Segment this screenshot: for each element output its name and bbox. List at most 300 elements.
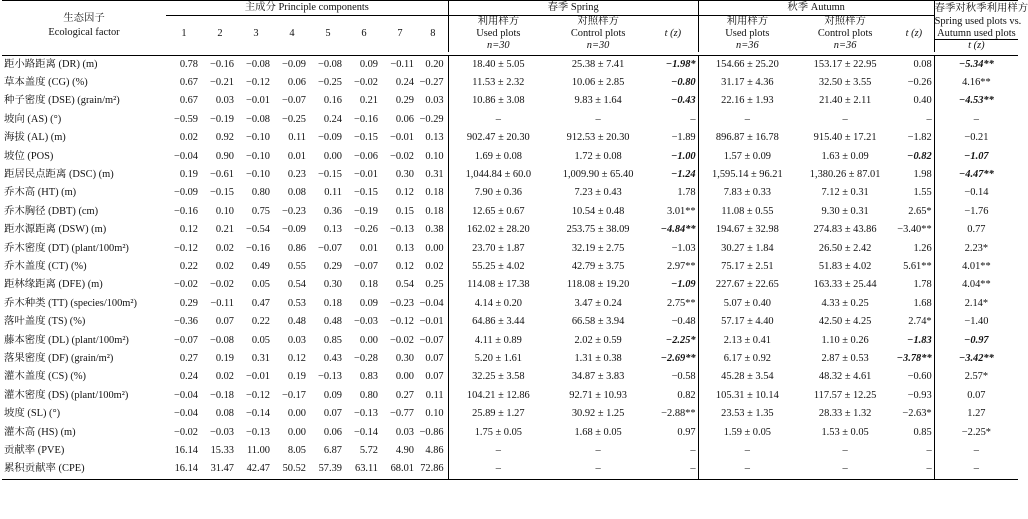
spring-control-value: 25.38 ± 7.41 xyxy=(571,58,625,70)
spring-t-value: −1.03 xyxy=(671,242,696,254)
autumn-t-value: −0.82 xyxy=(907,150,932,162)
pc-loading-5: 57.39 xyxy=(310,460,346,479)
spring-used-cn: 利用样方 xyxy=(448,16,548,28)
pc-loading-5: −0.15 xyxy=(317,168,342,180)
pc-loading-1: −0.36 xyxy=(173,316,198,328)
pc-loading-6: −0.15 xyxy=(353,132,378,144)
spring-control-value: 30.92 ± 1.25 xyxy=(571,408,625,420)
pc-loading-1: 0.78 xyxy=(179,58,198,70)
pc-loading-6: −0.06 xyxy=(353,150,378,162)
autumn-control-cn: 对照样方 xyxy=(824,16,866,27)
compare-t-value: 0.77 xyxy=(934,221,1018,239)
pc-loading-1: −0.12 xyxy=(173,242,198,254)
pc-loading-8: 0.10 xyxy=(425,408,444,420)
compare-t-value: 4.16** xyxy=(934,74,1018,92)
pc-loading-4: 0.53 xyxy=(287,297,306,309)
spring-t-value: 2.97** xyxy=(667,260,696,272)
spring-t-value: – xyxy=(690,445,696,457)
pc-loading-8: 0.18 xyxy=(425,205,444,217)
pca-table xyxy=(2,0,1028,480)
autumn-t-value: −3.78** xyxy=(896,353,932,364)
pc-loading-1: 0.19 xyxy=(179,168,198,180)
pc-num-7: 7 xyxy=(397,28,403,39)
autumn-control-en: Control plots xyxy=(817,27,873,39)
spring-t-value: −1.00 xyxy=(671,150,696,162)
pc-loading-3: 0.47 xyxy=(251,297,270,309)
autumn-used-value: 154.66 ± 25.20 xyxy=(698,55,796,74)
spring-control-value: – xyxy=(595,445,601,457)
spring-control-value: 10.06 ± 2.85 xyxy=(571,76,625,88)
compare-t-value: – xyxy=(934,460,1018,479)
spring-used-value: 12.65 ± 0.67 xyxy=(448,203,548,221)
autumn-t-value: −1.82 xyxy=(907,132,932,144)
factor-cell: 落叶盖度 (TS) (%) xyxy=(4,316,86,328)
autumn-control-value: 153.17 ± 22.95 xyxy=(813,58,877,70)
spring-t-value: −1.24 xyxy=(671,168,696,180)
autumn-control-value: – xyxy=(842,113,848,125)
table-row xyxy=(2,313,1018,331)
pc-header: 主成分 Principle components xyxy=(166,1,448,16)
compare-t-value: 1.27 xyxy=(934,405,1018,423)
pc-loading-7: 0.15 xyxy=(395,205,414,217)
compare-t-value: – xyxy=(934,111,1018,129)
spring-t-value: −0.58 xyxy=(671,371,696,383)
pc-loading-8: 0.11 xyxy=(425,389,444,401)
autumn-used-en: Used plots xyxy=(698,28,796,40)
pc-loading-5: 0.36 xyxy=(323,205,342,217)
pc-loading-8: −0.29 xyxy=(419,113,444,125)
pc-loading-6: −0.07 xyxy=(353,260,378,272)
pc-loading-6: 0.21 xyxy=(359,95,378,107)
spring-t-value: −1.09 xyxy=(671,279,696,291)
table-body xyxy=(2,55,1018,479)
pc-loading-5: −0.08 xyxy=(317,58,342,70)
compare-t-value: −1.07 xyxy=(934,148,1018,166)
spring-t-value: 3.01** xyxy=(667,205,696,217)
pc-loading-4: 0.12 xyxy=(287,353,306,364)
autumn-t-value: −2.63* xyxy=(902,408,932,420)
table-row xyxy=(2,129,1018,147)
pc-loading-3: −0.10 xyxy=(245,150,270,162)
autumn-used-value: 7.83 ± 0.33 xyxy=(698,184,796,202)
pc-loading-1: −0.04 xyxy=(173,389,198,401)
autumn-used-value: 45.28 ± 3.54 xyxy=(698,368,796,386)
compare-t-value: −2.25* xyxy=(934,424,1018,442)
pc-loading-1: 16.14 xyxy=(174,445,198,457)
table-row xyxy=(2,221,1018,239)
table-row xyxy=(2,368,1018,386)
pc-loading-4: −0.09 xyxy=(281,224,306,236)
pc-loading-7: −0.02 xyxy=(389,334,414,346)
pc-loading-8: 4.86 xyxy=(425,445,444,457)
pc-loading-7: 0.13 xyxy=(395,242,414,254)
factor-cell: 乔木盖度 (CT) (%) xyxy=(4,260,87,272)
pc-loading-8: 0.03 xyxy=(425,95,444,107)
pc-loading-6: −0.02 xyxy=(353,76,378,88)
spring-control-value: 34.87 ± 3.83 xyxy=(571,371,625,383)
pc-loading-2: 0.03 xyxy=(215,95,234,107)
autumn-used-value: 194.67 ± 32.98 xyxy=(698,221,796,239)
autumn-used-cn: 利用样方 xyxy=(698,16,796,28)
pc-loading-3: −0.08 xyxy=(245,113,270,125)
autumn-used-value: 6.17 ± 0.92 xyxy=(698,350,796,368)
autumn-control-value: 28.33 ± 1.32 xyxy=(818,408,872,420)
autumn-control-value: 1.63 ± 0.09 xyxy=(821,150,869,162)
autumn-t-value: 1.98 xyxy=(913,168,932,180)
autumn-control-value: 915.40 ± 17.21 xyxy=(813,132,877,144)
compare-t-value: −0.14 xyxy=(934,184,1018,202)
table-row xyxy=(2,92,1018,110)
compare-t-value: −0.21 xyxy=(934,129,1018,147)
autumn-used-value: 31.17 ± 4.36 xyxy=(698,74,796,92)
compare-header-en2: Autumn used plots xyxy=(934,28,1018,40)
pc-loading-1: 16.14 xyxy=(166,460,202,479)
pc-loading-2: −0.61 xyxy=(209,168,234,180)
spring-control-value: 912.53 ± 20.30 xyxy=(566,132,630,144)
pc-loading-1: −0.04 xyxy=(173,408,198,420)
pc-num-2: 2 xyxy=(217,28,223,39)
spring-control-value: 32.19 ± 2.75 xyxy=(571,242,625,254)
pc-loading-5: 0.48 xyxy=(323,316,342,328)
pc-loading-2: 0.92 xyxy=(215,132,234,144)
pc-loading-1: 0.02 xyxy=(179,132,198,144)
pc-loading-6: −0.28 xyxy=(353,353,378,364)
pc-loading-7: −0.12 xyxy=(389,316,414,328)
compare-t-value: −4.53** xyxy=(934,92,1018,110)
autumn-control-value: 9.30 ± 0.31 xyxy=(821,205,869,217)
spring-t-value: 1.78 xyxy=(677,187,696,199)
compare-t-value: 4.01** xyxy=(934,258,1018,276)
pc-loading-3: −0.14 xyxy=(245,408,270,420)
pc-loading-8: −0.86 xyxy=(419,426,444,438)
autumn-control-value: 163.33 ± 25.44 xyxy=(813,279,877,291)
autumn-used-value: 1.59 ± 0.05 xyxy=(698,424,796,442)
pc-loading-7: 0.29 xyxy=(395,95,414,107)
autumn-control-value: 1.53 ± 0.05 xyxy=(821,426,869,438)
autumn-control-value: 117.57 ± 12.25 xyxy=(813,389,877,401)
spring-control-value: 1,009.90 ± 65.40 xyxy=(562,168,634,180)
pc-loading-6: 0.01 xyxy=(359,242,378,254)
pc-loading-3: −0.13 xyxy=(245,426,270,438)
pc-loading-8: 0.18 xyxy=(425,187,444,199)
compare-header-cn: 春季对秋季利用样方 xyxy=(934,2,1028,14)
autumn-control-value: – xyxy=(796,460,894,479)
pc-loading-8: −0.04 xyxy=(419,297,444,309)
spring-t-value: −2.88** xyxy=(661,408,696,420)
autumn-t-value: 1.68 xyxy=(913,297,932,309)
autumn-t-value: – xyxy=(894,460,934,479)
pc-loading-3: −0.54 xyxy=(245,224,270,236)
pc-loading-1: −0.02 xyxy=(173,279,198,291)
pc-num-8: 8 xyxy=(430,28,436,39)
pc-loading-4: 0.86 xyxy=(287,242,306,254)
spring-t-value: −2.69** xyxy=(660,353,696,364)
spring-used-value: 5.20 ± 1.61 xyxy=(448,350,548,368)
compare-t-value: −1.76 xyxy=(934,203,1018,221)
pc-loading-8: 0.10 xyxy=(425,150,444,162)
autumn-used-value: 11.08 ± 0.55 xyxy=(698,203,796,221)
pc-loading-7: −0.77 xyxy=(389,408,414,420)
pc-loading-4: 0.00 xyxy=(287,426,306,438)
pc-loading-6: −0.14 xyxy=(353,426,378,438)
pc-loading-4: 0.48 xyxy=(287,316,306,328)
pc-loading-1: 0.67 xyxy=(179,76,198,88)
spring-used-value: – xyxy=(448,111,548,129)
pc-loading-3: −0.16 xyxy=(245,242,270,254)
spring-used-value: 23.70 ± 1.87 xyxy=(448,240,548,258)
pc-loading-7: 0.27 xyxy=(395,389,414,401)
spring-used-value: 10.86 ± 3.08 xyxy=(448,92,548,110)
pc-loading-3: −0.12 xyxy=(245,76,270,88)
spring-used-value: 1,044.84 ± 60.0 xyxy=(448,166,548,184)
pc-loading-2: 0.10 xyxy=(215,205,234,217)
pc-loading-3: 11.00 xyxy=(247,445,270,457)
factor-cell: 乔木高 (HT) (m) xyxy=(4,187,77,199)
spring-used-value: 55.25 ± 4.02 xyxy=(448,258,548,276)
spring-used-value: 1.69 ± 0.08 xyxy=(448,148,548,166)
autumn-used-value: 2.13 ± 0.41 xyxy=(698,332,796,350)
pc-loading-6: −0.01 xyxy=(353,168,378,180)
pc-loading-4: −0.17 xyxy=(281,389,306,401)
pc-loading-2: 0.02 xyxy=(215,260,234,272)
spring-t-value: −1.89 xyxy=(671,132,696,144)
pc-loading-4: −0.09 xyxy=(281,58,306,70)
pc-loading-1: −0.59 xyxy=(173,113,198,125)
autumn-control-value: 48.32 ± 4.61 xyxy=(818,371,872,383)
compare-t-value: −0.97 xyxy=(934,332,1018,350)
pc-loading-2: −0.15 xyxy=(209,187,234,199)
table-row xyxy=(2,74,1018,92)
pc-loading-4: −0.25 xyxy=(281,113,306,125)
compare-t-value: −5.34** xyxy=(934,55,1018,74)
factor-cell: 藤本密度 (DL) (plant/100m²) xyxy=(4,334,129,346)
spring-t-value: 0.97 xyxy=(677,426,696,438)
factor-cell: 灌木高 (HS) (m) xyxy=(4,426,76,438)
spring-header: 春季 Spring xyxy=(448,1,698,16)
pc-loading-8: 0.00 xyxy=(425,242,444,254)
pc-num-3: 3 xyxy=(253,28,259,39)
autumn-control-value: 7.12 ± 0.31 xyxy=(821,187,869,199)
pc-loading-4: 0.54 xyxy=(287,279,306,291)
spring-control-value: 92.71 ± 10.93 xyxy=(569,389,627,401)
pc-loading-1: 0.67 xyxy=(179,95,198,107)
spring-t-header: t (z) xyxy=(664,28,682,39)
autumn-control-value: 51.83 ± 4.02 xyxy=(818,260,872,272)
spring-t-value: – xyxy=(690,113,696,125)
table-row xyxy=(2,460,1018,479)
spring-control-value: 7.23 ± 0.43 xyxy=(574,187,622,199)
pc-loading-4: 0.00 xyxy=(287,408,306,420)
autumn-t-value: −1.83 xyxy=(907,334,932,346)
spring-control-value: – xyxy=(548,460,648,479)
pc-loading-2: 0.08 xyxy=(215,408,234,420)
pc-loading-8: 0.02 xyxy=(425,260,444,272)
pc-loading-6: 0.80 xyxy=(359,389,378,401)
pc-loading-1: −0.04 xyxy=(173,150,198,162)
pc-loading-8: 0.07 xyxy=(425,353,444,364)
pc-loading-1: −0.07 xyxy=(173,334,198,346)
pc-loading-5: 0.30 xyxy=(323,279,342,291)
spring-t-value: −0.43 xyxy=(671,95,696,107)
pc-loading-8: −0.27 xyxy=(419,76,444,88)
pc-loading-2: −0.02 xyxy=(209,279,234,291)
compare-t-value: −3.42** xyxy=(934,350,1018,368)
autumn-used-value: 30.27 ± 1.84 xyxy=(698,240,796,258)
autumn-used-value: – xyxy=(698,460,796,479)
pc-loading-5: 0.07 xyxy=(323,408,342,420)
pc-loading-7: 0.06 xyxy=(395,113,414,125)
pc-loading-5: −0.07 xyxy=(317,242,342,254)
pc-loading-4: 0.55 xyxy=(287,260,306,272)
pc-loading-5: −0.13 xyxy=(317,371,342,383)
autumn-t-value: 1.26 xyxy=(913,242,932,254)
spring-used-value: 4.14 ± 0.20 xyxy=(448,295,548,313)
pc-loading-3: −0.08 xyxy=(245,58,270,70)
factor-cell: 种子密度 (DSE) (grain/m²) xyxy=(4,95,120,107)
pc-loading-5: −0.09 xyxy=(317,132,342,144)
pc-loading-4: −0.07 xyxy=(281,95,306,107)
pc-loading-4: 0.08 xyxy=(287,187,306,199)
autumn-control-value: – xyxy=(842,445,848,457)
pc-loading-6: 0.09 xyxy=(359,58,378,70)
factor-cell: 灌木盖度 (CS) (%) xyxy=(4,371,86,383)
factor-cell: 坡度 (SL) (°) xyxy=(4,408,61,420)
spring-control-value: 3.47 ± 0.24 xyxy=(574,297,622,309)
pc-loading-2: −0.21 xyxy=(209,76,234,88)
pc-loading-8: −0.07 xyxy=(419,334,444,346)
pc-loading-1: 0.24 xyxy=(179,371,198,383)
autumn-t-value: 1.55 xyxy=(913,187,932,199)
factor-header-cn: 生态因子 xyxy=(63,13,105,25)
spring-used-value: 7.90 ± 0.36 xyxy=(448,184,548,202)
table-row xyxy=(2,442,1018,460)
factor-cell: 乔木密度 (DT) (plant/100m²) xyxy=(4,242,129,254)
autumn-used-value: 1,595.14 ± 96.21 xyxy=(698,166,796,184)
table-row xyxy=(2,258,1018,276)
pc-loading-1: 0.12 xyxy=(179,224,198,236)
pc-loading-7: 0.24 xyxy=(395,76,414,88)
pc-loading-7: 68.01 xyxy=(382,460,418,479)
autumn-t-value: 2.65* xyxy=(908,205,932,217)
pc-loading-2: −0.03 xyxy=(209,426,234,438)
pc-loading-3: 42.47 xyxy=(238,460,274,479)
pc-loading-7: 4.90 xyxy=(395,445,414,457)
factor-cell: 灌木密度 (DS) (plant/100m²) xyxy=(4,389,129,401)
pc-loading-2: −0.19 xyxy=(209,113,234,125)
pc-loading-7: 0.12 xyxy=(395,260,414,272)
pc-loading-4: 0.23 xyxy=(287,168,306,180)
table-row xyxy=(2,387,1018,405)
pc-loading-1: 0.29 xyxy=(179,297,198,309)
pc-loading-4: 8.05 xyxy=(287,445,306,457)
pc-loading-2: −0.16 xyxy=(209,58,234,70)
pc-loading-3: 0.31 xyxy=(251,353,270,364)
pc-loading-3: −0.10 xyxy=(245,132,270,144)
pc-loading-6: 0.18 xyxy=(359,279,378,291)
pc-loading-5: 0.24 xyxy=(323,113,342,125)
spring-used-value: 104.21 ± 12.86 xyxy=(448,387,548,405)
pc-loading-8: 0.31 xyxy=(425,168,444,180)
pc-loading-7: 0.30 xyxy=(395,168,414,180)
pc-loading-1: 0.22 xyxy=(179,260,198,272)
pc-loading-7: −0.13 xyxy=(389,224,414,236)
pc-loading-2: 31.47 xyxy=(202,460,238,479)
autumn-t-value: −0.93 xyxy=(907,389,932,401)
table-row xyxy=(2,295,1018,313)
pc-loading-7: −0.11 xyxy=(390,58,414,70)
pc-loading-5: 0.18 xyxy=(323,297,342,309)
pc-loading-4: 0.11 xyxy=(288,132,306,144)
autumn-used-n: n=36 xyxy=(698,40,796,52)
pc-loading-1: −0.02 xyxy=(173,426,198,438)
pc-loading-6: 5.72 xyxy=(359,445,378,457)
compare-t-value: 0.07 xyxy=(934,387,1018,405)
table-row xyxy=(2,111,1018,129)
spring-control-value: 253.75 ± 38.09 xyxy=(566,224,630,236)
spring-control-value: 9.83 ± 1.64 xyxy=(574,95,622,107)
pc-loading-5: 0.85 xyxy=(323,334,342,346)
spring-control-value: 10.54 ± 0.48 xyxy=(571,205,625,217)
table-row xyxy=(2,240,1018,258)
pc-loading-6: 0.83 xyxy=(359,371,378,383)
pc-loading-3: 0.49 xyxy=(251,260,270,272)
pc-loading-8: 72.86 xyxy=(418,460,448,479)
pc-loading-8: 0.13 xyxy=(425,132,444,144)
compare-t-value: −1.40 xyxy=(934,313,1018,331)
pc-loading-5: 0.13 xyxy=(323,224,342,236)
pc-loading-5: 6.87 xyxy=(323,445,342,457)
pc-loading-5: 0.16 xyxy=(323,95,342,107)
pc-loading-5: 0.06 xyxy=(323,426,342,438)
autumn-control-n: n=36 xyxy=(833,39,857,51)
pc-loading-7: 0.30 xyxy=(395,353,414,364)
pc-loading-6: 63.11 xyxy=(346,460,382,479)
autumn-control-value: 42.50 ± 4.25 xyxy=(818,316,872,328)
table-row xyxy=(2,276,1018,294)
spring-used-value: 25.89 ± 1.27 xyxy=(448,405,548,423)
autumn-control-value: 4.33 ± 0.25 xyxy=(821,297,869,309)
pc-loading-5: 0.00 xyxy=(323,150,342,162)
spring-t-value: −2.25* xyxy=(665,334,696,346)
table-row xyxy=(2,148,1018,166)
spring-used-value: 18.40 ± 5.05 xyxy=(448,55,548,74)
table-row xyxy=(2,424,1018,442)
factor-cell: 累积贡献率 (CPE) xyxy=(2,460,166,479)
table-row xyxy=(2,332,1018,350)
autumn-t-value: – xyxy=(926,445,932,457)
pc-loading-7: −0.01 xyxy=(389,132,414,144)
pc-loading-5: 0.09 xyxy=(323,389,342,401)
pc-loading-6: −0.03 xyxy=(353,316,378,328)
pc-num-6: 6 xyxy=(361,28,367,39)
compare-t-value: 2.57* xyxy=(934,368,1018,386)
spring-t-value: 2.75** xyxy=(667,297,696,309)
pc-loading-8: −0.01 xyxy=(419,316,444,328)
autumn-control-value: 21.40 ± 2.11 xyxy=(819,95,872,107)
spring-control-value: 1.72 ± 0.08 xyxy=(574,150,622,162)
pc-loading-2: 0.02 xyxy=(215,242,234,254)
pc-loading-7: 0.12 xyxy=(395,187,414,199)
autumn-control-value: 2.87 ± 0.53 xyxy=(821,353,869,364)
pc-loading-3: −0.10 xyxy=(245,168,270,180)
pc-loading-2: 0.90 xyxy=(215,150,234,162)
autumn-t-value: −0.26 xyxy=(907,76,932,88)
factor-cell: 落果密度 (DF) (grain/m²) xyxy=(4,353,114,364)
spring-used-value: 1.75 ± 0.05 xyxy=(448,424,548,442)
pc-loading-3: 0.05 xyxy=(251,279,270,291)
pc-loading-8: 0.38 xyxy=(425,224,444,236)
table-row xyxy=(2,203,1018,221)
